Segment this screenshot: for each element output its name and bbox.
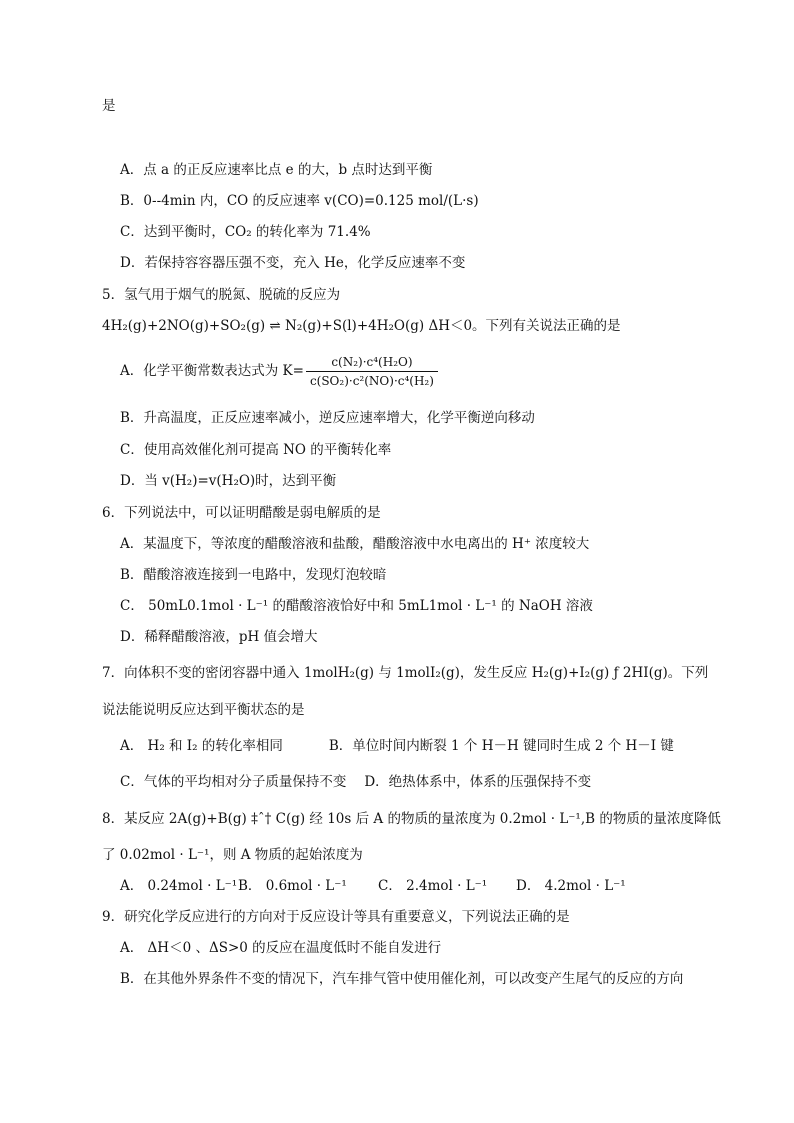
q4-option-c: C．达到平衡时，CO₂ 的转化率为 71.4% (120, 224, 371, 240)
q7-option-d: D．绝热体系中，体系的压强保持不变 (364, 774, 592, 790)
q8-option-a: A． 0.24mol · L⁻¹ (120, 878, 238, 894)
q5-option-a (120, 354, 438, 389)
fraction-denominator: c(SO₂)·c²(NO)·c⁴(H₂) (306, 371, 438, 389)
q7-option-b: B．单位时间内断裂 1 个 H－H 键同时生成 2 个 H－I 键 (328, 738, 674, 754)
q8-stem-line1: 8．某反应 2A(g)+B(g) ‡ˆ† C(g) 经 10s 后 A 的物质的量浓度为 0.2mol · L⁻¹,B 的物质的量浓度降低 (102, 811, 721, 827)
q6-option-b: B．醋酸溶液连接到一电路中，发现灯泡较暗 (120, 567, 387, 583)
q7-options-ab (120, 736, 674, 756)
q8-option-b: B． 0.6mol · L⁻¹ (238, 878, 347, 894)
q9-option-b: B．在其他外界条件不变的情况下，汽车排气管中使用催化剂，可以改变产生尾气的反应的方向 (120, 971, 684, 987)
q5-option-b: B．升高温度，正反应速率减小，逆反应速率增大，化学平衡逆向移动 (120, 410, 535, 426)
q8-stem-line2: 了 0.02mol · L⁻¹，则 A 物质的起始浓度为 (102, 847, 363, 863)
q6-option-d: D．稀释醋酸溶液，pH 值会增大 (120, 629, 318, 645)
q7-option-a: A． H₂ 和 I₂ 的转化率相同 (120, 738, 283, 754)
q9-stem: 9．研究化学反应进行的方向对于反应设计等具有重要意义，下列说法正确的是 (102, 909, 570, 925)
q4-option-d: D．若保持容容器压强不变，充入 He，化学反应速率不变 (120, 255, 466, 271)
fraction-numerator: c(N₂)·c⁴(H₂O) (331, 355, 413, 369)
continued-question-tail: 是 (102, 98, 116, 114)
q6-option-a: A．某温度下，等浓度的醋酸溶液和盐酸，醋酸溶液中水电离出的 H⁺ 浓度较大 (120, 536, 590, 552)
q6-stem: 6．下列说法中，可以证明醋酸是弱电解质的是 (102, 505, 381, 521)
q5-option-c: C．使用高效催化剂可提高 NO 的平衡转化率 (120, 442, 392, 458)
q6-option-c: C． 50mL0.1mol · L⁻¹ 的醋酸溶液恰好中和 5mL1mol · L⁻¹ 的 NaOH 溶液 (120, 598, 593, 614)
q5-option-a-prefix: A．化学平衡常数表达式为 K= (120, 363, 304, 379)
q4-option-b: B．0--4min 内，CO 的反应速率 v(CO)=0.125 mol/(L·s) (120, 193, 479, 209)
q8-option-c: C． 2.4mol · L⁻¹ (378, 878, 488, 894)
q7-option-c: C．气体的平均相对分子质量保持不变 (120, 774, 347, 790)
q7-options-cd (120, 772, 591, 792)
q8-option-d: D． 4.2mol · L⁻¹ (516, 878, 626, 894)
q4-option-a: A．点 a 的正反应速率比点 e 的大，b 点时达到平衡 (120, 162, 433, 178)
q9-option-a: A． ΔH＜0 、ΔS>0 的反应在温度低时不能自发进行 (120, 940, 442, 956)
equilibrium-constant-fraction (306, 354, 438, 389)
q5-stem: 5．氢气用于烟气的脱氮、脱硫的反应为 (102, 287, 341, 303)
q5-equation: 4H₂(g)+2NO(g)+SO₂(g) ⇌ N₂(g)+S(l)+4H₂O(g) ΔH＜0。下列有关说法正确的是 (102, 318, 621, 334)
q5-option-d: D．当 v(H₂)=v(H₂O)时，达到平衡 (120, 473, 337, 489)
q7-stem-line2: 说法能说明反应达到平衡状态的是 (102, 702, 305, 718)
q7-stem-line1: 7．向体积不变的密闭容器中通入 1molH₂(g) 与 1molI₂(g)，发生反应 H₂(g)+I₂(g) ƒ 2HI(g)。下列 (102, 665, 709, 681)
